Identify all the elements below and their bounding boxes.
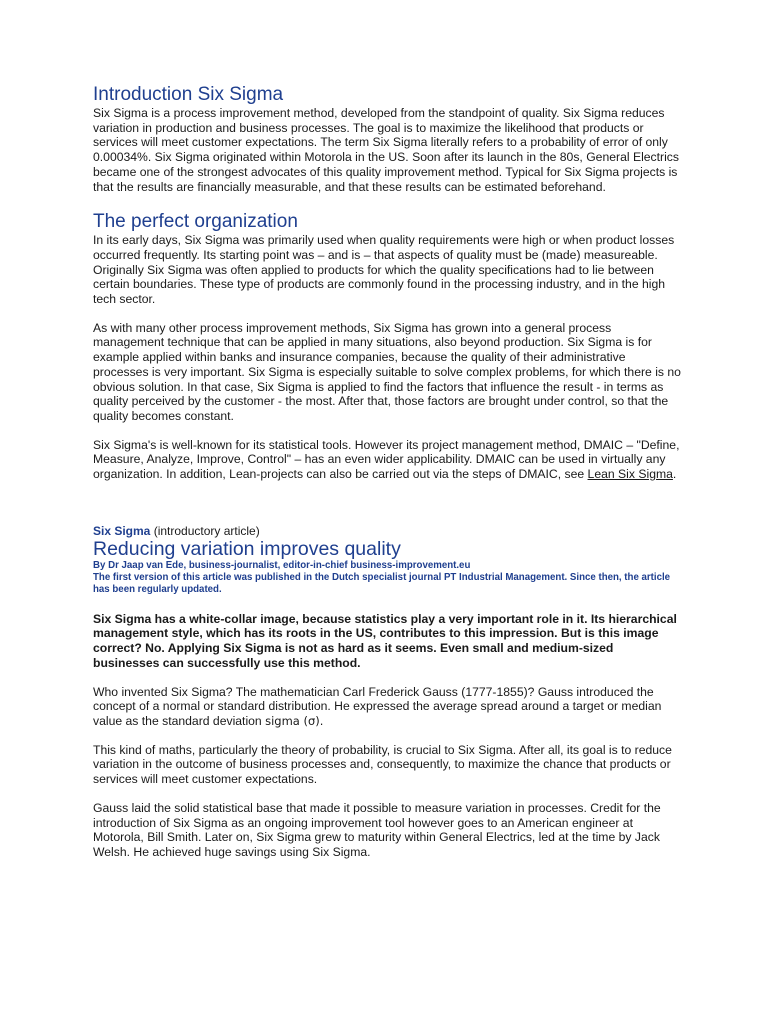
dmaic-end: .	[672, 467, 677, 482]
article-paragraph-gauss	[93, 685, 683, 729]
section-title-introduction: Introduction Six Sigma	[93, 84, 284, 105]
document-page	[93, 84, 683, 860]
gauss-text: Who invented Six Sigma? The mathematician Carl Frederick Gauss (1777-1855)? Gauss introduced the concept of a normal or standard distribution. He expressed the average spread around a target or median value as the standard deviation	[93, 684, 662, 728]
organization-paragraph-2: As with many other process improvement methods, Six Sigma has grown into a general process management technique that can be applied in many situations, also beyond production. Six Sigma is for example applied within banks and insurance companies, because the quality of their administrative processes is very important. Six Sigma is especially suitable to solve complex problems, for which there is no obvious solution. In that case, Six Sigma is applied to find the factors that influence the result - in terms as quality perceived by the customer - the most. After that, those factors are brought under control, so that the quality becomes constant.	[93, 320, 681, 423]
article-lead: Six Sigma has a white-collar image, because statistics play a very important role in it. Its hierarchical management style, which has its roots in the US, contributes to this impression. But is this image correct? No. Applying Six Sigma is not as hard as it seems. Even small and medium-sized businesses can successfully use this method.	[93, 611, 677, 670]
organization-paragraph-3	[93, 438, 683, 482]
article-byline-publication: The first version of this article was published in the Dutch specialist journal PT Industrial Management. Since then, the article has been regularly updated.	[93, 571, 671, 595]
article-paragraph-probability: This kind of maths, particularly the theory of probability, is crucial to Six Sigma. After all, its goal is to reduce variation in the outcome of business processes and, consequently, to maximize the chance that products or services will meet customer expectations.	[93, 742, 672, 787]
dmaic-text: Six Sigma's is well-known for its statistical tools. However its project management method, DMAIC – "Define, Measure, Analyze, Improve, Control" – has an even wider applicability. DMAIC can be used in virtually any organization. In addition, Lean-projects can also be carried out via the steps of DMAIC, see	[93, 437, 680, 482]
section-title-perfect-organization: The perfect organization	[93, 211, 298, 233]
intro-paragraph: Six Sigma is a process improvement method, developed from the standpoint of quality. Six Sigma reduces variation in production and business processes. The goal is to maximize the likelihood that products or services will meet customer expectations. The term Six Sigma literally refers to a probability of error of only 0.00034%. Six Sigma originated within Motorola in the US. Soon after its launch in the 80s, General Electrics became one of the strongest advocates of this quality improvement method. Typical for Six Sigma projects is that the results are financially measurable, and that these results can be estimated beforehand.	[93, 106, 679, 194]
kicker-category: Six Sigma	[93, 523, 151, 538]
lean-six-sigma-link[interactable]: Lean Six Sigma	[587, 467, 673, 482]
article-byline-author: By Dr Jaap van Ede, business-journalist, editor-in-chief business-improvement.eu	[93, 559, 471, 571]
kicker-label: (introductory article)	[150, 523, 260, 538]
article-kicker	[93, 524, 683, 538]
organization-paragraph-1: In its early days, Six Sigma was primarily used when quality requirements were high or when product losses occurred frequently. Its starting point was – and is – that aspects of quality must be (made) measureable. Originally Six Sigma was often applied to products for which the quality specifications had to lie between certain boundaries. These type of products are commonly found in the processing industry, and in the high tech sector.	[93, 233, 675, 307]
sigma-symbol: sigma (σ).	[265, 713, 324, 728]
article-paragraph-history: Gauss laid the solid statistical base that made it possible to measure variation in processes. Credit for the introduction of Six Sigma as an ongoing improvement tool however goes to an American engineer at Motorola, Bill Smith. Later on, Six Sigma grew to maturity within General Electrics, led at the time by Jack Welsh. He achieved huge savings using Six Sigma.	[93, 800, 661, 859]
article-title: Reducing variation improves quality	[93, 537, 401, 560]
